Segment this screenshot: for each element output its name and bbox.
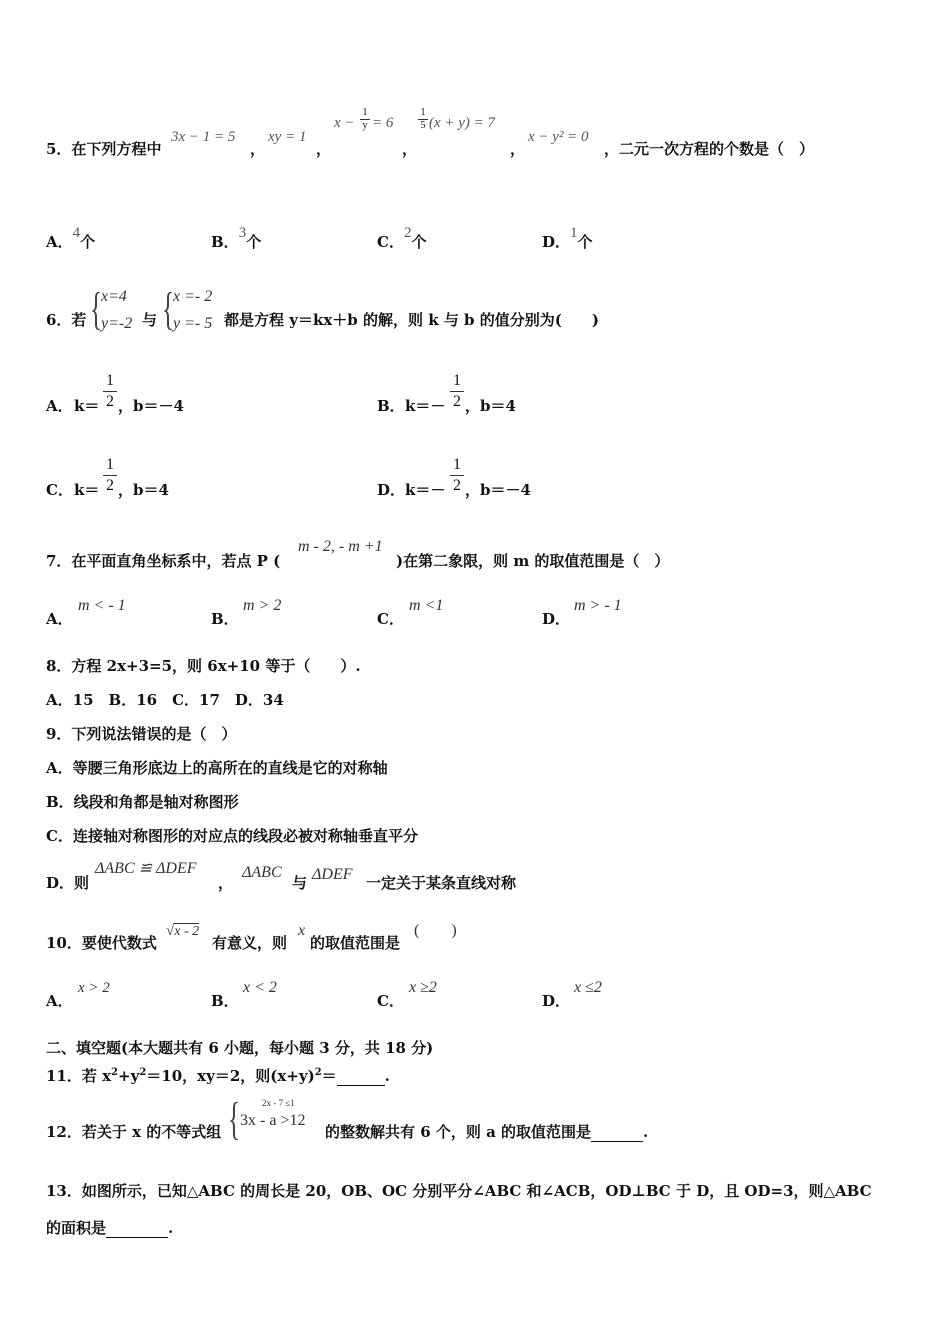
q9-option-c[interactable]: C．连接轴对称图形的对应点的线段必被对称轴垂直平分 bbox=[46, 827, 418, 845]
q5-eq3-den: y bbox=[362, 120, 368, 131]
q5-option-c[interactable] bbox=[377, 225, 427, 252]
q9-option-d-triangle1: ΔABC bbox=[242, 864, 282, 881]
q5-stem-prefix: 5．在下列方程中 bbox=[46, 140, 162, 158]
q11-pre: 11．若 x bbox=[46, 1067, 112, 1085]
q12-stem-suffix bbox=[325, 1122, 648, 1142]
q10-stem-suffix: 的取值范围是 bbox=[310, 934, 401, 952]
q9-option-d-prefix: D．则 bbox=[46, 874, 90, 892]
q10-option-b[interactable] bbox=[211, 979, 351, 1013]
q5-option-b-value: 3 bbox=[238, 225, 247, 241]
q7-option-c-label: C． bbox=[377, 610, 404, 628]
q10-stem-mid: 有意义，则 bbox=[212, 934, 288, 952]
q6-option-b-fraction bbox=[450, 372, 464, 411]
q6-option-d-rest: ，b＝－4 bbox=[465, 481, 531, 499]
q5-option-a-unit: 个 bbox=[80, 233, 96, 251]
q6-option-b-label: B． bbox=[377, 397, 405, 415]
q6-option-c-den: 2 bbox=[106, 477, 114, 494]
q6-option-d-den: 2 bbox=[453, 477, 461, 494]
q7-option-b-expr: m > 2 bbox=[243, 597, 282, 614]
q6-stem-suffix: 都是方程 y＝kx＋b 的解，则 k 与 b 的值分别为( ) bbox=[224, 311, 599, 329]
q10-option-a[interactable] bbox=[46, 979, 186, 1013]
sqrt-icon: √ bbox=[166, 923, 175, 939]
q5-option-d-unit: 个 bbox=[577, 233, 593, 251]
q6-option-a-k: k＝ bbox=[74, 397, 100, 415]
q5-eq3-right: = 6 bbox=[372, 115, 394, 131]
q6-option-c[interactable] bbox=[46, 456, 246, 506]
q6-option-d-k: k＝－ bbox=[405, 481, 446, 499]
q5-eq4-den: 5 bbox=[420, 120, 426, 131]
q5-eq3-num: 1 bbox=[362, 107, 368, 118]
q5-option-a-value: 4 bbox=[72, 225, 81, 241]
q5-option-d-label: D． bbox=[542, 233, 571, 251]
q9-option-d[interactable] bbox=[46, 858, 566, 898]
q6-option-a-rest: ，b＝－4 bbox=[118, 397, 184, 415]
q11-mid1: +y bbox=[118, 1067, 140, 1085]
q7-stem-prefix: 7．在平面直角坐标系中，若点 P ( bbox=[46, 552, 281, 570]
q7-point-coords: m - 2, - m +1 bbox=[298, 538, 383, 555]
q7-option-b-label: B． bbox=[211, 610, 239, 628]
q6-stem-prefix: 6．若 bbox=[46, 311, 87, 329]
q9-stem: 9．下列说法错误的是（ ） bbox=[46, 725, 237, 743]
q6-option-d[interactable] bbox=[377, 456, 597, 506]
q10-option-d[interactable] bbox=[542, 979, 682, 1013]
q11-end: . bbox=[384, 1067, 390, 1085]
section-heading: 二、填空题(本大题共有 6 小题，每小题 3 分，共 18 分) bbox=[46, 1039, 434, 1057]
q5-sep4: ， bbox=[510, 140, 526, 158]
q9-option-d-sep: ， bbox=[218, 874, 234, 892]
q10-option-b-label: B． bbox=[211, 992, 239, 1010]
q6-option-c-fraction bbox=[103, 456, 117, 495]
q5-eq3 bbox=[334, 108, 404, 138]
q10-option-c-label: C． bbox=[377, 992, 404, 1010]
q5-sep3: ， bbox=[402, 140, 418, 158]
q12-system-line1: 2x - 7 ≤1 bbox=[262, 1098, 295, 1108]
q11-sup2: 2 bbox=[139, 1067, 147, 1078]
q5-eq1: 3x − 1 = 5 bbox=[171, 129, 236, 145]
q5-eq4-right: (x + y) = 7 bbox=[429, 115, 496, 131]
q7-option-c[interactable] bbox=[377, 597, 517, 631]
q9-option-a[interactable]: A．等腰三角形底边上的高所在的直线是它的对称轴 bbox=[46, 759, 388, 777]
q5-sep1: ， bbox=[250, 140, 266, 158]
q6-system2-line1: x =- 2 bbox=[173, 288, 213, 305]
q11-post: ＝ bbox=[321, 1067, 337, 1085]
q9-option-d-suffix: 一定关于某条直线对称 bbox=[366, 874, 517, 892]
q5-option-c-unit: 个 bbox=[411, 233, 427, 251]
q10-option-c-expr: x ≥2 bbox=[409, 979, 437, 996]
q10-radicand: x - 2 bbox=[174, 924, 200, 939]
q5-eq4 bbox=[418, 108, 518, 138]
q10-radical bbox=[166, 920, 199, 942]
q7-option-a[interactable] bbox=[46, 597, 186, 631]
q11-answer-blank[interactable] bbox=[337, 1071, 385, 1086]
q5-sep2: ， bbox=[316, 140, 332, 158]
q5-eq4-num: 1 bbox=[420, 107, 426, 118]
q11-mid2: ＝10，xy＝2，则(x+y) bbox=[146, 1067, 315, 1085]
q10-option-d-expr: x ≤2 bbox=[574, 979, 602, 996]
q13-answer-blank[interactable] bbox=[106, 1223, 168, 1238]
q6-option-c-k: k＝ bbox=[74, 481, 100, 499]
q5-eq5: x − y² = 0 bbox=[528, 129, 589, 145]
q13-end: . bbox=[168, 1219, 174, 1237]
q6-option-c-num: 1 bbox=[106, 456, 114, 473]
q6-option-b-k: k＝－ bbox=[405, 397, 446, 415]
q12-end: . bbox=[643, 1123, 649, 1141]
q6-option-a-label: A． bbox=[46, 397, 73, 415]
q13-stem-line1: 13．如图所示，已知△ABC 的周长是 20，OB、OC 分别平分∠ABC 和∠ACB，OD⊥BC 于 D，且 OD=3，则△ABC bbox=[46, 1182, 872, 1200]
q11-sup1: 2 bbox=[111, 1067, 119, 1078]
q8-stem: 8．方程 2x+3=5，则 6x+10 等于（ ）. bbox=[46, 657, 361, 675]
q5-option-b-unit: 个 bbox=[246, 233, 262, 251]
q7-option-a-label: A． bbox=[46, 610, 73, 628]
q5-option-d[interactable] bbox=[542, 225, 593, 252]
q13-stem-line2 bbox=[46, 1218, 173, 1238]
q9-option-d-congruence: ΔABC ≌ ΔDEF bbox=[95, 860, 197, 877]
q12-system-brace: { bbox=[228, 1093, 241, 1144]
q5-option-b-label: B． bbox=[211, 233, 239, 251]
q5-option-c-label: C． bbox=[377, 233, 404, 251]
q6-option-d-label: D． bbox=[377, 481, 406, 499]
q5-eq2: xy = 1 bbox=[268, 129, 307, 145]
q6-option-b-rest: ，b＝4 bbox=[465, 397, 516, 415]
q12-suffix-text: 的整数解共有 6 个，则 a 的取值范围是 bbox=[325, 1123, 592, 1141]
q6-option-b-num: 1 bbox=[453, 372, 461, 389]
q7-option-c-expr: m <1 bbox=[409, 597, 444, 614]
q11-sup3: 2 bbox=[314, 1067, 322, 1078]
q10-option-a-expr: x > 2 bbox=[78, 980, 110, 996]
q11-stem bbox=[46, 1063, 390, 1086]
q6-option-b-den: 2 bbox=[453, 393, 461, 410]
q7-option-d-label: D． bbox=[542, 610, 571, 628]
q5-option-b[interactable] bbox=[211, 225, 262, 252]
q10-paren: ( ) bbox=[414, 922, 457, 939]
q6-option-d-num: 1 bbox=[453, 456, 461, 473]
q6-option-a[interactable] bbox=[46, 372, 246, 422]
q6-option-a-num: 1 bbox=[106, 372, 114, 389]
q6-option-a-den: 2 bbox=[106, 393, 114, 410]
q7-option-b[interactable] bbox=[211, 597, 351, 631]
q6-stem-mid: 与 bbox=[142, 311, 158, 329]
q5-stem-suffix: ，二元一次方程的个数是（ ） bbox=[604, 140, 815, 158]
q6-option-c-rest: ，b＝4 bbox=[118, 481, 169, 499]
q6-option-d-fraction bbox=[450, 456, 464, 495]
q10-var: x bbox=[298, 922, 306, 939]
q6-option-b[interactable] bbox=[377, 372, 577, 422]
q6-option-a-fraction bbox=[103, 372, 117, 411]
q12-system-line2: 3x - a >12 bbox=[240, 1112, 306, 1129]
q9-option-d-mid: 与 bbox=[292, 874, 308, 892]
q12-stem-prefix: 12．若关于 x 的不等式组 bbox=[46, 1123, 222, 1141]
q5-option-d-value: 1 bbox=[570, 225, 578, 241]
q10-option-a-label: A． bbox=[46, 992, 73, 1010]
q10-option-b-expr: x < 2 bbox=[243, 979, 277, 996]
q10-stem-prefix: 10．要使代数式 bbox=[46, 934, 157, 952]
q6-system2-line2: y =- 5 bbox=[173, 315, 213, 332]
q6-system2-brace: { bbox=[162, 283, 175, 334]
q6-option-c-label: C． bbox=[46, 481, 73, 499]
q6-system1-line2: y=-2 bbox=[101, 315, 133, 332]
q5-eq4-fraction bbox=[418, 108, 428, 131]
q5-option-c-value: 2 bbox=[403, 225, 412, 241]
q6-system1-brace: { bbox=[90, 283, 103, 334]
q10-option-c[interactable] bbox=[377, 979, 517, 1013]
q10-option-d-label: D． bbox=[542, 992, 571, 1010]
q5-option-a[interactable] bbox=[46, 225, 96, 252]
q9-option-b[interactable]: B．线段和角都是轴对称图形 bbox=[46, 793, 239, 811]
q7-stem-suffix: )在第二象限，则 m 的取值范围是（ ） bbox=[396, 552, 670, 570]
q9-option-d-triangle2: ΔDEF bbox=[312, 866, 353, 883]
q5-eq3-left: x − bbox=[334, 115, 355, 131]
q5-option-a-label: A． bbox=[46, 233, 73, 251]
q12-answer-blank[interactable] bbox=[591, 1127, 643, 1142]
q7-option-d[interactable] bbox=[542, 597, 682, 631]
q7-option-a-expr: m < - 1 bbox=[78, 597, 126, 614]
q5-eq3-fraction bbox=[360, 108, 370, 131]
q7-option-d-expr: m > - 1 bbox=[574, 597, 622, 614]
q13-line2-text: 的面积是 bbox=[46, 1219, 107, 1237]
q6-system1-line1: x=4 bbox=[101, 288, 127, 305]
q8-options[interactable]: A．15 B．16 C．17 D．34 bbox=[46, 691, 284, 709]
